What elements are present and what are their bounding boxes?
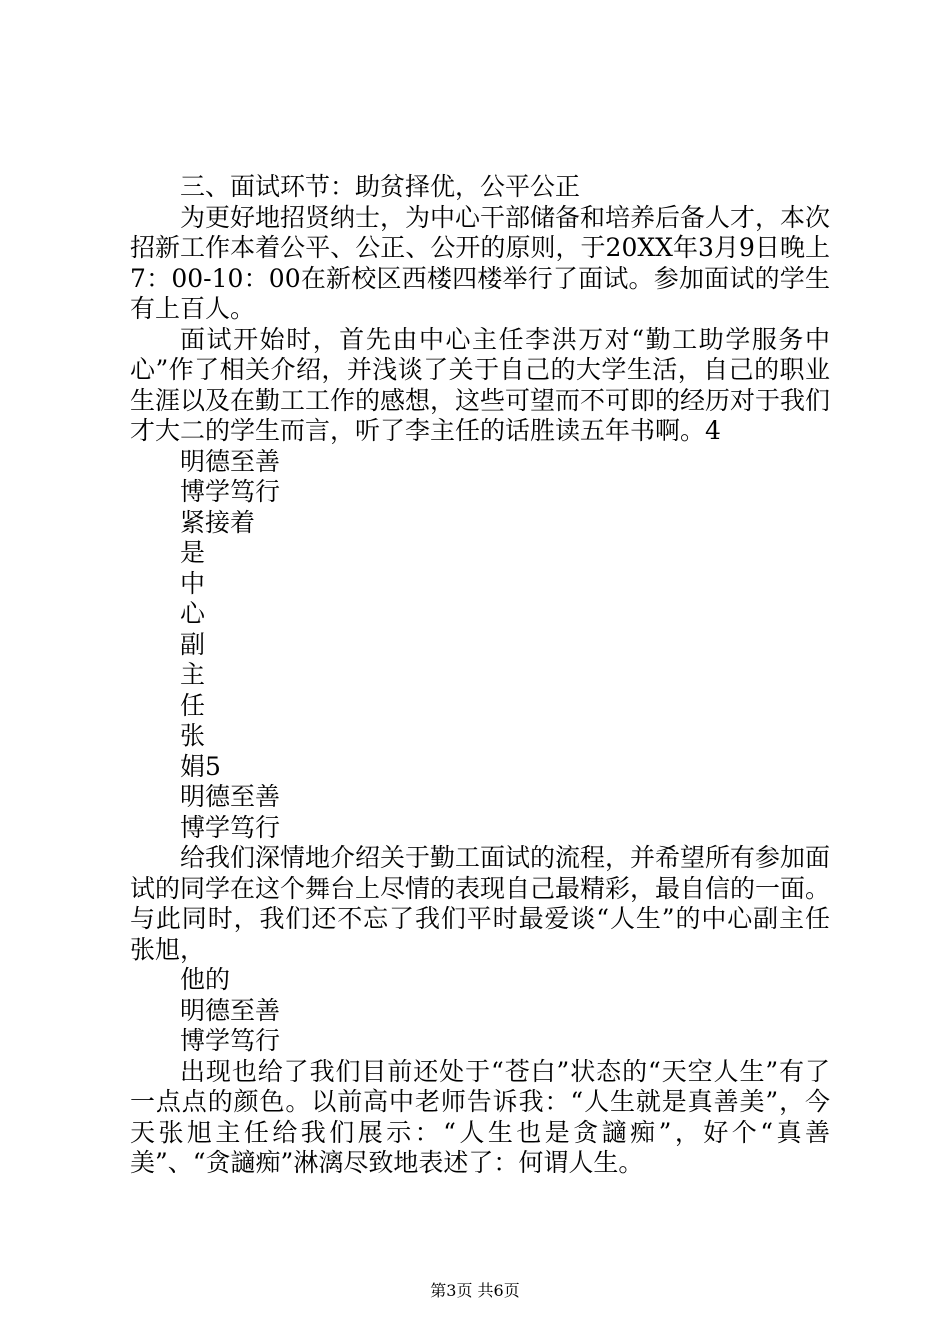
page-number-footer: 第3页 共6页 xyxy=(430,1281,520,1300)
fragment-list-1 xyxy=(130,447,830,844)
document-body xyxy=(130,172,830,1179)
fragment-line: 他的 xyxy=(180,965,231,994)
fragment-line: 明德至善 xyxy=(180,446,281,476)
fragment-line: 副 xyxy=(180,629,206,659)
fragment-line: 博学笃行 xyxy=(180,1026,281,1055)
section-heading: 三、面试环节：助贫择优，公平公正 xyxy=(180,172,581,201)
fragment-line: 明德至善 xyxy=(180,782,281,811)
fragment-line: 任 xyxy=(180,690,206,720)
fragment-line: 博学笃行 xyxy=(180,812,281,842)
fragment-line: 博学笃行 xyxy=(180,477,281,506)
fragment-line: 心 xyxy=(180,599,206,628)
fragment-line: 是 xyxy=(180,538,206,567)
fragment-line: 明德至善 xyxy=(180,995,281,1025)
fragment-line: 主 xyxy=(180,660,206,689)
fragment-line: 张 xyxy=(180,721,206,750)
paragraph-intro: 为更好地招贤纳士，为中心干部储备和培养后备人才，本次招新工作本着公平、公正、公开的原则，于20XX年3月9日晚上7：00-10：00在新校区西楼四楼举行了面试。参加面试的学生有上百人。 xyxy=(130,202,831,323)
fragment-line: 娟5 xyxy=(180,751,221,781)
paragraph-life-reflection: 出现也给了我们目前还处于“苍白”状态的“天空人生”有了一点点的颜色。以前高中老师告诉我：“人生就是真善美”，今天张旭主任给我们展示：“人生也是贪讁痴”，好个“真善美”、“贪讁痴”淋漓尽致地表述了：何谓人生。 xyxy=(130,1056,830,1177)
fragment-line: 中 xyxy=(180,568,206,598)
paragraph-interview-process: 给我们深情地介绍关于勤工面试的流程，并希望所有参加面试的同学在这个舞台上尽情的表现自己最精彩，最自信的一面。与此同时，我们还不忘了我们平时最爱谈“人生”的中心副主任张旭， xyxy=(130,843,831,964)
fragment-line: 紧接着 xyxy=(180,507,256,537)
paragraph-director-speech: 面试开始时，首先由中心主任李洪万对“勤工助学服务中心”作了相关介绍，并浅谈了关于自己的大学生活，自己的职业生涯以及在勤工工作的感想，这些可望而不可即的经历对于我们才大二的学生而言，听了李主任的话胜读五年书啊。4 xyxy=(130,324,831,445)
fragment-list-2 xyxy=(130,965,830,1057)
